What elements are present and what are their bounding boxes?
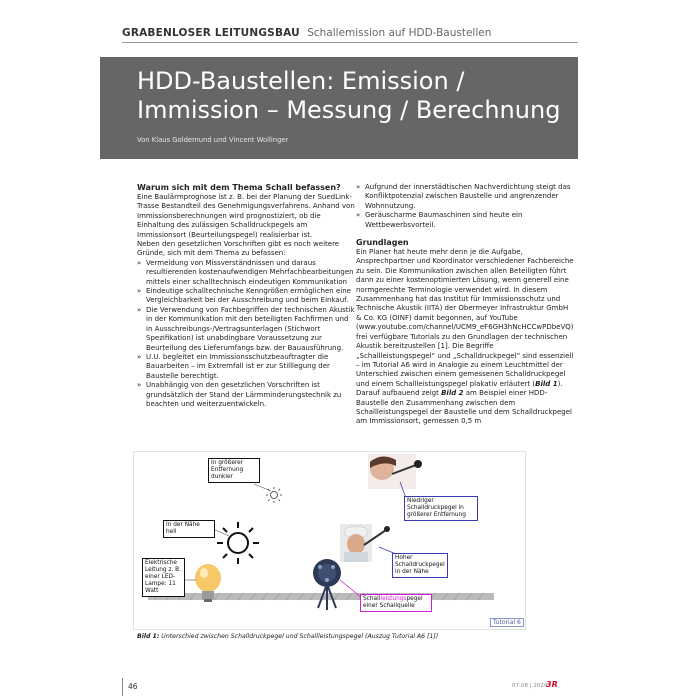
section-heading-grundlagen: Grundlagen — [356, 238, 409, 248]
bullet-list — [356, 183, 574, 230]
section-label: GRABENLOSER LEITUNGSBAU — [122, 27, 300, 39]
article-authors: Von Klaus Goldemund und Vincent Wollinger — [137, 136, 289, 144]
label-text: pegel einer Schallquelle — [363, 596, 423, 609]
paragraph — [356, 389, 574, 427]
bullet-list — [137, 259, 355, 410]
section-subtitle: Schallemission auf HDD-Baustellen — [307, 27, 492, 39]
publication-logo: 3R — [546, 680, 558, 689]
paragraph-text: am Beispiel einer HDD-Baustelle den Zusammenhang zwischen dem Schallleistungspegel der Baustelle und dem Schalldruckpegel am Immissionsort, gemessen 0,5 m — [356, 389, 572, 426]
caption-label: Bild 1: — [137, 633, 160, 640]
paragraph: Neben den gesetzlichen Vorschriften gibt es noch weitere Gründe, sich mit dem Thema zu befassen: — [137, 240, 340, 258]
label-near-bright: In der Nähe hell — [163, 520, 215, 538]
list-item: » Aufgrund der innerstädtischen Nachverdichtung steigt das Konfliktpotenzial zwischen Baustelle und angrenzender Wohnnutzung. — [356, 183, 574, 211]
label-sound-power — [360, 594, 432, 612]
person-far-photo — [368, 454, 422, 489]
running-header — [122, 27, 491, 39]
figure-caption — [137, 633, 438, 640]
title-banner — [100, 57, 578, 159]
label-high-pressure: Hoher Schalldruckpegel in der Nähe — [392, 553, 448, 578]
list-item: » Die Verwendung von Fachbegriffen der technischen Akustik in der Kommunikation mit den beteiligten Fachfirmen und in Ausschreibungs-/Vertragsunterlagen (Stichwort Spezifikation) ist unabdingbare Voraussetzung zur Beurteilung des Lieferumfangs bzw. der Bauausführung. — [137, 306, 355, 353]
speaker-icon — [313, 559, 341, 610]
list-item: » Unabhängig von den gesetzlichen Vorschriften ist grundsätzlich der Stand der Lärmminderungstechnik zu beachten und weiterzuentwickeln. — [137, 381, 355, 409]
paragraph: Eine Baulärmprognose ist z. B. bei der Planung der SuedLink-Trasse Bestandteil des Genehmigungsverfahrens. Anhand von Immissionsberechnungen wird prognostiziert, ob die Einhaltung des zulässigen Schalldruckpegels am Immissionsort (Beurteilungspegel) realisierbar ist. — [137, 193, 355, 239]
right-column — [356, 183, 574, 427]
left-column — [137, 183, 355, 409]
paragraph-text: ). — [557, 379, 563, 388]
figure-bild-1 — [133, 451, 526, 630]
paragraph-text: Ein Planer hat heute mehr denn je die Aufgabe, Ansprechpartner und Koordinator verschiedener Fachbereiche zu sein. Die Kommunikation zwischen allen Beteiligten führt dann zu einer kostenoptimierten Lösung, wenn generell eine normgerechte Terminologie verwendet wird. In diesem Zusammenhang hat das Institut für Immissionsschutz und Technische Akustik (IITA) der Obermeyer Infrastruktur GmbH & Co. KG (OINF) damit begonnen, auf YouTube (www.youtube.com/channel/UCM9_eF6GH3hNcHCCwPDbeVQ) frei verfügbare Tutorials zu den Grundlagen der technischen Akustik bereitzustellen [1]. Die Begriffe „Schallleistungspegel“ und „Schalldruckpegel“ sind essenziell – im Tutorial A6 wird in Analogie zu einem Leuchtmittel der Unterschied zwischen einem gemessenen Schalldruckpegel und einem Schallleistungspegel plakativ erläutert ( — [356, 248, 574, 388]
label-low-pressure: Niedriger Schalldruckpegel in größerer Entfernung — [404, 496, 478, 521]
header-rule — [122, 42, 578, 43]
tutorial-tag: Tutorial 6 — [490, 618, 524, 627]
label-text: Schall — [363, 596, 381, 602]
label-highlight: leistungs — [380, 596, 407, 602]
footer-rule — [122, 678, 123, 696]
issue-label: 07-08 | 2024 — [512, 683, 548, 689]
caption-text: Unterschied zwischen Schalldruckpegel und Schallleistungspegel (Auszug Tutorial A6 [1]) — [159, 633, 439, 640]
section-heading-why: Warum sich mit dem Thema Schall befassen? — [137, 183, 341, 192]
list-item: » Vermeidung von Missverständnissen und daraus resultierenden kostenaufwendigen Mehrfachbearbeitungen mittels einer schalltechnisch eindeutigen Kommunikation — [137, 259, 355, 287]
list-item: » Eindeutige schalltechnische Kenngrößen ermöglichen eine Vergleichbarkeit bei der Ausschreibung und beim Einkauf. — [137, 287, 355, 306]
list-item: » U.U. begleitet ein Immissionsschutzbeauftragter die Bauarbeiten – im Extremfall ist er zur Stilllegung der Baustelle berechtigt. — [137, 353, 355, 381]
label-lamp-power: Elektrische Leitung z. B. einer LED-Lampe: 11 Watt — [142, 558, 185, 597]
figure-illustration — [134, 452, 525, 629]
article-title: HDD-Baustellen: Emission / Immission – Messung / Berechnung — [137, 67, 561, 124]
list-item: » Geräuscharme Baumaschinen sind heute ein Wettbewerbsvorteil. — [356, 211, 574, 230]
leader-line — [254, 484, 271, 491]
label-far-darker: In größerer Entfernung dunkler — [208, 458, 260, 483]
person-near-photo — [340, 524, 390, 562]
figure-reference: Bild 2 — [441, 389, 464, 398]
small-sun-icon — [266, 487, 282, 503]
page-number: 46 — [128, 682, 138, 691]
bright-sun-icon — [217, 522, 259, 564]
paragraph — [356, 248, 574, 389]
figure-reference: Bild 1 — [535, 379, 558, 388]
paragraph-text: Darauf aufbauend zeigt — [356, 389, 442, 398]
